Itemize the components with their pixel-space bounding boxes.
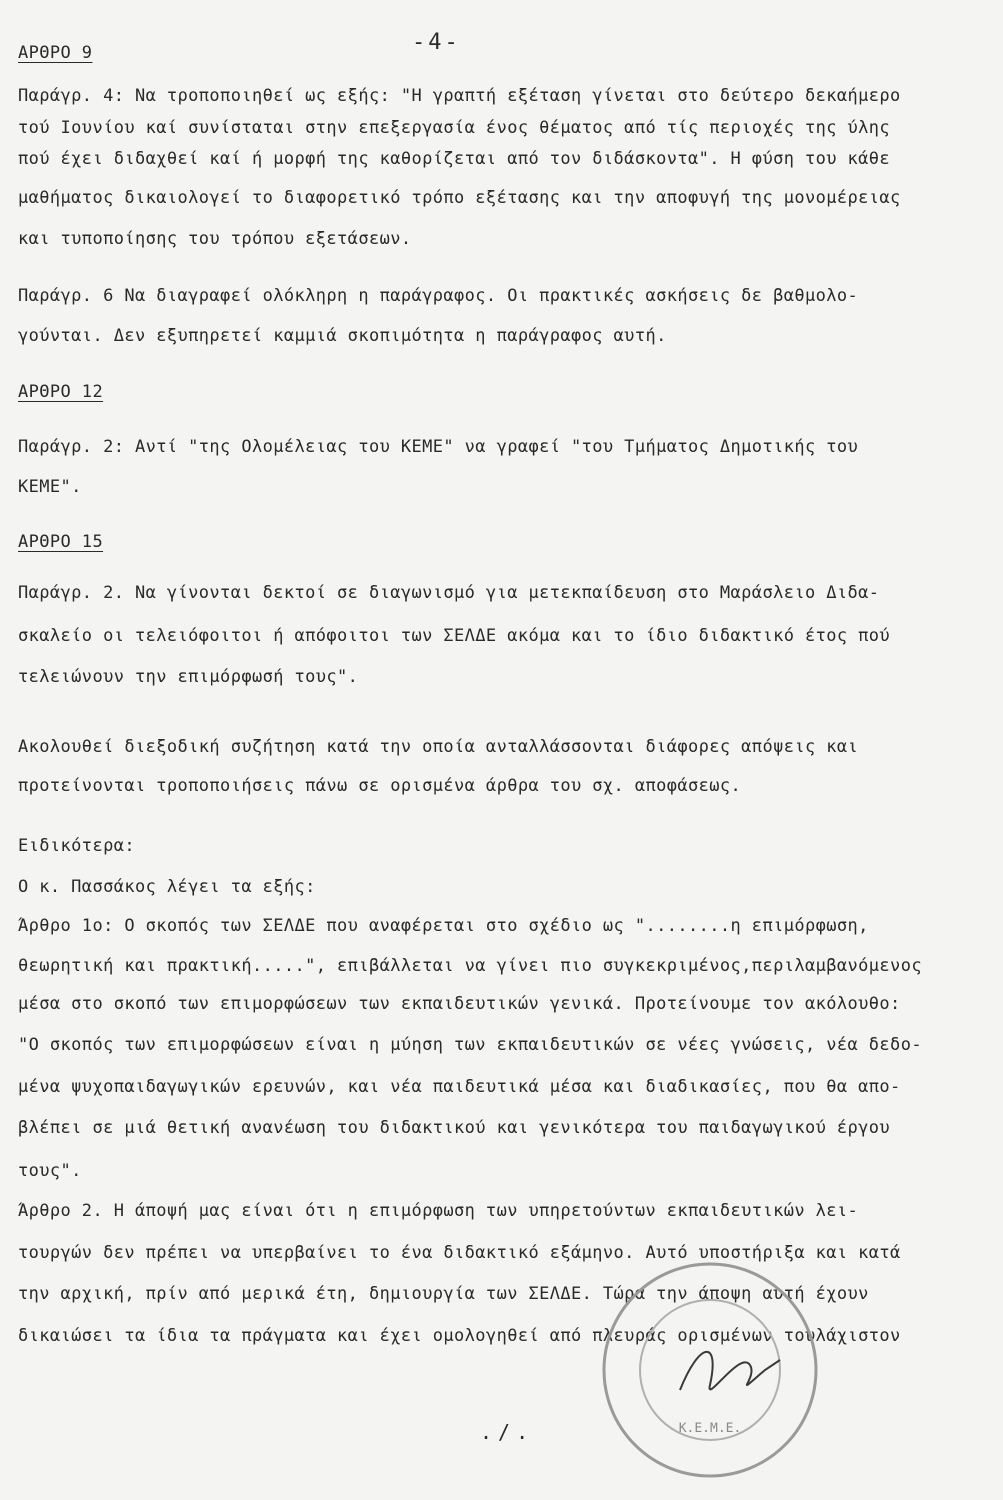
- text-line: μέσα στο σκοπό των επιμορφώσεων των εκπαιδευτικών γενικά. Προτείνουμε τον ακόλουθο:: [18, 994, 901, 1014]
- text-line: και τυποποίησης του τρόπου εξετάσεων.: [18, 229, 412, 249]
- text-line: τού Ιουνίου καί συνίσταται στην επεξεργασία ένος θέματος από τίς περιοχές της ύλης: [18, 118, 891, 138]
- text-line: μαθήματος δικαιολογεί το διαφορετικό τρόπο εξέτασης και την αποφυγή της μονομέρειας: [18, 188, 901, 208]
- text-line: Άρθρο 1ο: Ο σκοπός των ΣΕΛΔΕ που αναφέρεται στο σχέδιο ως "........η επιμόρφωση,: [18, 916, 869, 936]
- text-line: θεωρητική και πρακτική.....", επιβάλλεται να γίνει πιο συγκεκριμένος,περιλαμβανόμενος: [18, 956, 922, 976]
- page-number: -4-: [412, 30, 461, 55]
- text-line: δικαιώσει τα ίδια τα πράγματα και έχει ομολογηθεί από πλευράς ορισμένων τουλάχιστον: [18, 1326, 901, 1346]
- heading-article-12: ΑΡΘΡΟ 12: [18, 382, 104, 402]
- heading-article-15: ΑΡΘΡΟ 15: [18, 532, 104, 552]
- text-line: Παράγρ. 2: Αντί "της Ολομέλειας του ΚΕΜΕ" να γραφεί "του Τμήματος Δημοτικής του: [18, 437, 859, 457]
- heading-article-9: ΑΡΘΡΟ 9: [18, 43, 93, 63]
- text-line: σκαλείο οι τελειόφοιτοι ή απόφοιτοι των ΣΕΛΔΕ ακόμα και το ίδιο διδακτικό έτος πού: [18, 626, 891, 646]
- text-line: Ειδικότερα:: [18, 836, 135, 856]
- text-line: Παράγρ. 2. Να γίνονται δεκτοί σε διαγωνισμό για μετεκπαίδευση στο Μαράσλειο Διδα-: [18, 583, 880, 603]
- text-line: μένα ψυχοπαιδαγωγικών ερευνών, και νέα παιδευτικά μέσα και διαδικασίες, που θα απο-: [18, 1077, 901, 1097]
- text-line: ΚΕΜΕ".: [18, 477, 82, 497]
- text-line: Ο κ. Πασσάκος λέγει τα εξής:: [18, 877, 316, 897]
- text-line: την αρχική, πρίν από μερικά έτη, δημιουργία των ΣΕΛΔΕ. Τώρα την άποψη αυτή έχουν: [18, 1284, 869, 1304]
- text-line: βλέπει σε μιά θετική ανανέωση του διδακτικού και γενικότερα του παιδαγωγικού έργου: [18, 1118, 891, 1138]
- text-line: τελειώνουν την επιμόρφωσή τους".: [18, 667, 359, 687]
- text-line: Παράγρ. 6 Να διαγραφεί ολόκληρη η παράγραφος. Οι πρακτικές ασκήσεις δε βαθμολο-: [18, 286, 859, 306]
- text-line: πού έχει διδαχθεί καί ή μορφή της καθορίζεται από τον διδάσκοντα". Η φύση του κάθε: [18, 149, 891, 169]
- signature-icon: [670, 1330, 790, 1410]
- text-line: προτείνονται τροποποιήσεις πάνω σε ορισμένα άρθρα του σχ. αποφάσεως.: [18, 776, 742, 796]
- stamp-text: Κ.Ε.Μ.Ε.: [678, 1421, 742, 1436]
- text-line: γούνται. Δεν εξυπηρετεί καμμιά σκοπιμότητα η παράγραφος αυτή.: [18, 326, 667, 346]
- text-line: "Ο σκοπός των επιμορφώσεων είναι η μύηση των εκπαιδευτικών σε νέες γνώσεις, νέα δεδο-: [18, 1035, 922, 1055]
- text-line: τους".: [18, 1161, 82, 1181]
- text-line: Άρθρο 2. Η άποψή μας είναι ότι η επιμόρφωση των υπηρετούντων εκπαιδευτικών λει-: [18, 1201, 859, 1221]
- text-line: τουργών δεν πρέπει να υπερβαίνει το ένα διδακτικό εξάμηνο. Αυτό υποστήριξα και κατά: [18, 1243, 901, 1263]
- continuation-mark: ./.: [480, 1420, 535, 1444]
- text-line: Παράγρ. 4: Να τροποποιηθεί ως εξής: "Η γραπτή εξέταση γίνεται στο δεύτερο δεκαήμερο: [18, 86, 901, 106]
- text-line: Ακολουθεί διεξοδική συζήτηση κατά την οποία ανταλλάσσονται διάφορες απόψεις και: [18, 737, 859, 757]
